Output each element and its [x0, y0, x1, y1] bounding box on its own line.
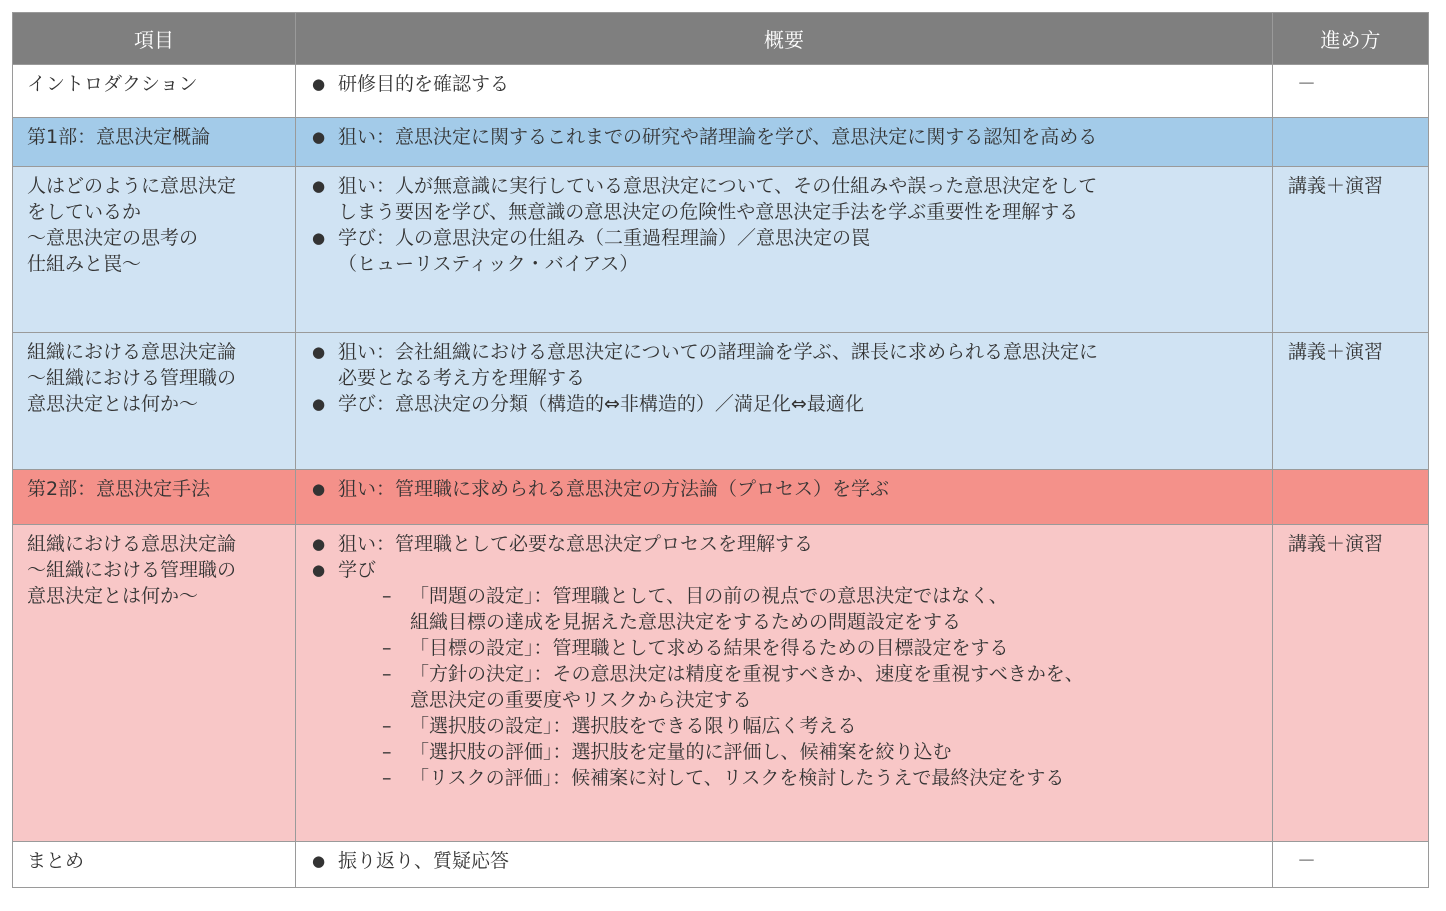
bullet-icon: ● — [312, 343, 326, 361]
item-cell: 組織における意思決定論 ～組織における管理職の 意思決定とは何か～ — [13, 525, 296, 842]
table-row-part2 — [13, 470, 1429, 525]
summary-cell — [296, 65, 1273, 118]
list-item: ● 狙い：管理職として必要な意思決定プロセスを理解する — [312, 533, 814, 555]
bullet-icon: ● — [312, 128, 326, 146]
table-row-summary — [13, 842, 1429, 888]
item-cell: 人はどのように意思決定 をしているか ～意思決定の思考の 仕組みと罠～ — [13, 167, 296, 333]
method-cell — [1273, 118, 1429, 167]
sub-list-item: – 「選択肢の設定」：選択肢をできる限り幅広く考える — [382, 715, 857, 737]
dash-icon: – — [382, 637, 392, 659]
bullet-icon: ● — [312, 395, 326, 413]
list-item: ● 狙い：意思決定に関するこれまでの研究や諸理論を学び、意思決定に関する認知を高める — [312, 126, 1098, 148]
sub-list-item: – 「目標の設定」：管理職として求める結果を得るための目標設定をする — [382, 637, 1009, 659]
item-cell: 第1部：意思決定概論 — [13, 118, 296, 167]
header-item: 項目 — [13, 13, 296, 65]
list-item: ● 狙い：管理職に求められる意思決定の方法論（プロセス）を学ぶ — [312, 478, 890, 500]
table-row-org-decision-2 — [13, 525, 1429, 842]
header-method: 進め方 — [1273, 13, 1429, 65]
table-row-part1 — [13, 118, 1429, 167]
item-cell: 組織における意思決定論 ～組織における管理職の 意思決定とは何か～ — [13, 333, 296, 470]
training-agenda-table — [12, 12, 1429, 888]
list-item: ● 学び：意思決定の分類（構造的⇔非構造的）／満足化⇔最適化 — [312, 393, 864, 415]
table-row-org-decision-1 — [13, 333, 1429, 470]
sub-list-item: – 「リスクの評価」：候補案に対して、リスクを検討したうえで最終決定をする — [382, 767, 1065, 789]
table-header-row — [13, 13, 1429, 65]
header-summary: 概要 — [296, 13, 1273, 65]
dash-icon: – — [382, 663, 392, 685]
method-cell: 講義＋演習 — [1273, 333, 1429, 470]
list-item: ● 狙い：会社組織における意思決定についての諸理論を学ぶ、課長に求められる意思決定に 必要となる考え方を理解する — [312, 341, 1099, 389]
bullet-icon: ● — [312, 177, 326, 195]
summary-cell — [296, 118, 1273, 167]
list-item: ● 学び – 「問題の設定」：管理職として、目の前の視点での意思決定ではなく、 組織目標の達成を見据えた意思決定をするための問題設定をする – 「目標の設定」：管理職として求める結果を得るための目標設定をする – 「方針の決定」：その意思決定は精度を重視すべきか、速度を重視すべきかを、 意思決定の重要度やリスクから決定する – 「選択肢の設定」：選択肢をできる限り幅広く考える – 「選択肢の評価」：選択肢を定量的に評価し、候補案を絞り込む – 「リスクの評価」：候補案に対して、リスクを検討したうえで最終決定をする — [310, 557, 1262, 791]
bullet-icon: ● — [312, 229, 326, 247]
method-cell: － — [1273, 842, 1429, 888]
list-item: ● 狙い：人が無意識に実行している意思決定について、その仕組みや誤った意思決定をして しまう要因を学び、無意識の意思決定の危険性や意思決定手法を学ぶ重要性を理解する — [312, 175, 1098, 223]
summary-cell — [296, 333, 1273, 470]
list-item: ● 振り返り、質疑応答 — [312, 850, 510, 872]
list-item: ● 学び：人の意思決定の仕組み（二重過程理論）／意思決定の罠 （ヒューリスティック・バイアス） — [312, 227, 871, 275]
summary-cell — [296, 470, 1273, 525]
bullet-icon: ● — [312, 852, 326, 870]
bullet-icon: ● — [312, 535, 326, 553]
table-row-intro — [13, 65, 1429, 118]
method-cell: 講義＋演習 — [1273, 525, 1429, 842]
sub-list-item: – 「方針の決定」：その意思決定は精度を重視すべきか、速度を重視すべきかを、 意思決定の重要度やリスクから決定する — [382, 663, 1084, 711]
bullet-icon: ● — [312, 75, 326, 93]
sub-list-item: – 「問題の設定」：管理職として、目の前の視点での意思決定ではなく、 組織目標の達成を見据えた意思決定をするための問題設定をする — [382, 585, 1008, 633]
dash-icon: – — [382, 715, 392, 737]
method-cell: － — [1273, 65, 1429, 118]
item-cell: イントロダクション — [13, 65, 296, 118]
dash-icon: – — [382, 767, 392, 789]
summary-cell — [296, 167, 1273, 333]
bullet-icon: ● — [312, 480, 326, 498]
table-row-how-people-decide — [13, 167, 1429, 333]
agenda-table-container — [12, 12, 1428, 888]
summary-cell — [296, 525, 1273, 842]
method-cell: 講義＋演習 — [1273, 167, 1429, 333]
list-item: ● 研修目的を確認する — [312, 73, 510, 95]
item-cell: 第2部：意思決定手法 — [13, 470, 296, 525]
dash-icon: – — [382, 741, 392, 763]
dash-icon: – — [382, 585, 392, 607]
method-cell — [1273, 470, 1429, 525]
sub-list-item: – 「選択肢の評価」：選択肢を定量的に評価し、候補案を絞り込む — [382, 741, 952, 763]
summary-cell — [296, 842, 1273, 888]
bullet-icon: ● — [312, 561, 326, 579]
item-cell: まとめ — [13, 842, 296, 888]
